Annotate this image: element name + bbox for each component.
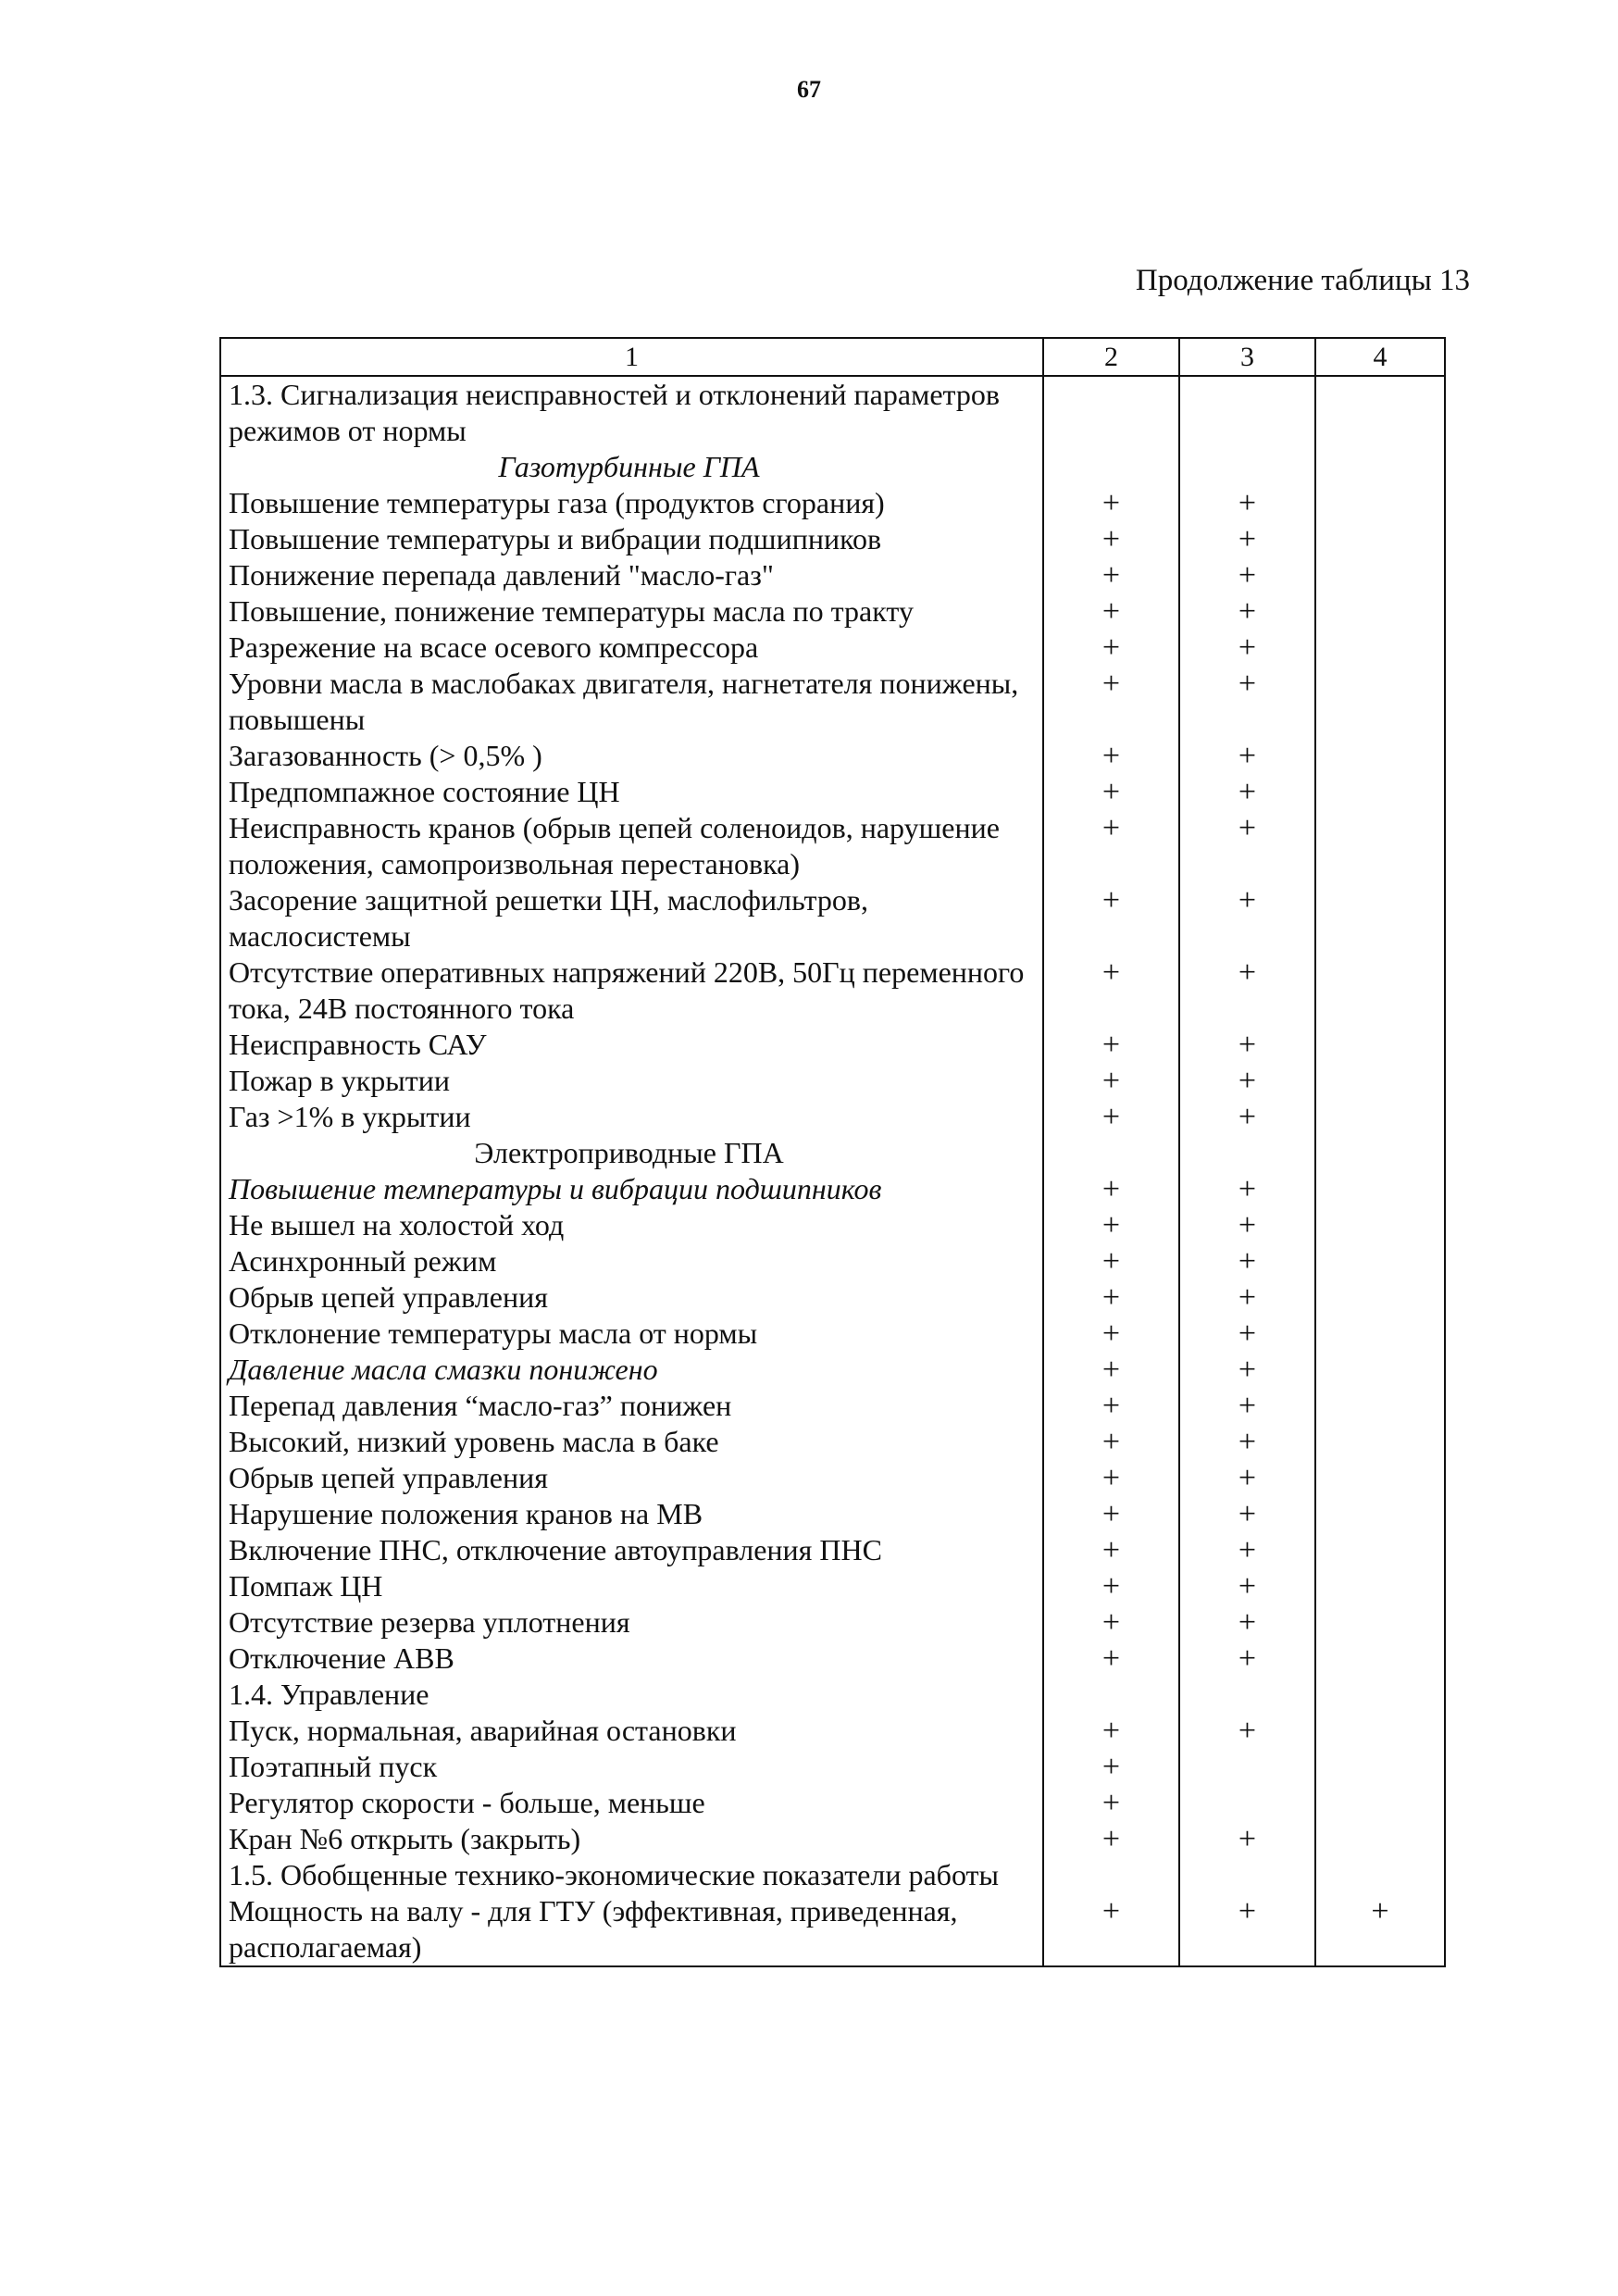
row-mark-col2: + <box>1043 485 1179 521</box>
row-mark-col3: + <box>1179 738 1315 774</box>
table-row <box>220 1424 1445 1460</box>
row-mark-col3: + <box>1179 1460 1315 1496</box>
row-mark-col3: + <box>1179 1352 1315 1388</box>
row-description: Засорение защитной решетки ЦН, маслофильтров, маслосистемы <box>220 882 1043 955</box>
row-mark-col4 <box>1315 1424 1445 1460</box>
row-description: 1.5. Обобщенные технико-экономические показатели работы <box>220 1857 1043 1893</box>
row-mark-col4 <box>1315 1641 1445 1677</box>
table-row <box>220 1460 1445 1496</box>
row-mark-col2: + <box>1043 1171 1179 1207</box>
table-row <box>220 1099 1445 1135</box>
row-mark-col3 <box>1179 449 1315 485</box>
row-mark-col2: + <box>1043 1388 1179 1424</box>
row-mark-col4 <box>1315 1063 1445 1099</box>
row-mark-col4 <box>1315 738 1445 774</box>
row-description: Пуск, нормальная, аварийная остановки <box>220 1713 1043 1749</box>
table-row <box>220 1713 1445 1749</box>
column-header-2: 2 <box>1043 338 1179 376</box>
row-description: Газотурбинные ГПА <box>220 449 1043 485</box>
row-mark-col3: + <box>1179 1641 1315 1677</box>
row-mark-col3: + <box>1179 557 1315 593</box>
table-row <box>220 1207 1445 1243</box>
row-mark-col2: + <box>1043 593 1179 630</box>
column-header-1: 1 <box>220 338 1043 376</box>
row-mark-col2: + <box>1043 1207 1179 1243</box>
row-mark-col4 <box>1315 1532 1445 1568</box>
row-mark-col2: + <box>1043 1713 1179 1749</box>
row-mark-col4 <box>1315 1749 1445 1785</box>
row-description: Мощность на валу - для ГТУ (эффективная, приведенная, располагаемая) <box>220 1893 1043 1966</box>
row-description: Пожар в укрытии <box>220 1063 1043 1099</box>
row-mark-col4 <box>1315 630 1445 666</box>
row-mark-col2: + <box>1043 882 1179 955</box>
table-row <box>220 1316 1445 1352</box>
row-description: Загазованность (> 0,5% ) <box>220 738 1043 774</box>
table-row <box>220 882 1445 955</box>
row-description: Повышение, понижение температуры масла по тракту <box>220 593 1043 630</box>
row-mark-col3: + <box>1179 882 1315 955</box>
table-row <box>220 1496 1445 1532</box>
column-header-3: 3 <box>1179 338 1315 376</box>
row-description: Неисправность кранов (обрыв цепей соленоидов, нарушение положения, самопроизвольная перестановка) <box>220 810 1043 882</box>
row-description: Отсутствие резерва уплотнения <box>220 1604 1043 1641</box>
row-mark-col2 <box>1043 1135 1179 1171</box>
row-mark-col3: + <box>1179 810 1315 882</box>
table-row <box>220 557 1445 593</box>
row-mark-col2: + <box>1043 1243 1179 1279</box>
table-row <box>220 1027 1445 1063</box>
row-mark-col3 <box>1179 1785 1315 1821</box>
row-mark-col3: + <box>1179 666 1315 738</box>
row-mark-col3: + <box>1179 1027 1315 1063</box>
row-mark-col2: + <box>1043 1821 1179 1857</box>
row-description: Кран №6 открыть (закрыть) <box>220 1821 1043 1857</box>
row-mark-col3 <box>1179 376 1315 449</box>
signal-table <box>219 337 1446 1967</box>
row-mark-col4 <box>1315 1279 1445 1316</box>
row-mark-col3 <box>1179 1857 1315 1893</box>
row-mark-col2: + <box>1043 521 1179 557</box>
row-mark-col4 <box>1315 1243 1445 1279</box>
row-mark-col3: + <box>1179 1424 1315 1460</box>
row-mark-col3: + <box>1179 1821 1315 1857</box>
row-mark-col3: + <box>1179 774 1315 810</box>
row-mark-col2 <box>1043 449 1179 485</box>
row-mark-col4 <box>1315 1352 1445 1388</box>
row-mark-col2: + <box>1043 955 1179 1027</box>
row-description: Асинхронный режим <box>220 1243 1043 1279</box>
row-mark-col3: + <box>1179 1243 1315 1279</box>
row-description: Разрежение на всасе осевого компрессора <box>220 630 1043 666</box>
table-row <box>220 810 1445 882</box>
row-mark-col2: + <box>1043 557 1179 593</box>
table-header <box>220 338 1445 376</box>
table-row <box>220 955 1445 1027</box>
row-mark-col3: + <box>1179 1532 1315 1568</box>
row-mark-col3: + <box>1179 1893 1315 1966</box>
row-mark-col3: + <box>1179 1279 1315 1316</box>
row-mark-col3: + <box>1179 1316 1315 1352</box>
row-mark-col2: + <box>1043 738 1179 774</box>
table-row <box>220 1641 1445 1677</box>
row-mark-col3 <box>1179 1677 1315 1713</box>
row-mark-col2: + <box>1043 774 1179 810</box>
row-description: Перепад давления “масло-газ” понижен <box>220 1388 1043 1424</box>
row-mark-col4 <box>1315 1821 1445 1857</box>
row-description: Повышение температуры и вибрации подшипников <box>220 1171 1043 1207</box>
row-mark-col4 <box>1315 1171 1445 1207</box>
table-row <box>220 1063 1445 1099</box>
row-description: Отсутствие оперативных напряжений 220В, 50Гц переменного тока, 24В постоянного тока <box>220 955 1043 1027</box>
row-mark-col2: + <box>1043 1099 1179 1135</box>
row-description: Повышение температуры и вибрации подшипников <box>220 521 1043 557</box>
row-mark-col3 <box>1179 1749 1315 1785</box>
row-mark-col4 <box>1315 1568 1445 1604</box>
table-row <box>220 1352 1445 1388</box>
row-mark-col4 <box>1315 774 1445 810</box>
row-mark-col2: + <box>1043 1352 1179 1388</box>
row-mark-col2: + <box>1043 1496 1179 1532</box>
table-row <box>220 1135 1445 1171</box>
row-description: Предпомпажное состояние ЦН <box>220 774 1043 810</box>
row-mark-col2: + <box>1043 1279 1179 1316</box>
table-row <box>220 666 1445 738</box>
table-row <box>220 774 1445 810</box>
table-row <box>220 1857 1445 1893</box>
row-mark-col2: + <box>1043 1027 1179 1063</box>
row-description: Давление масла смазки понижено <box>220 1352 1043 1388</box>
row-mark-col2: + <box>1043 1460 1179 1496</box>
table-row <box>220 1785 1445 1821</box>
table-continuation-caption: Продолжение таблицы 13 <box>1135 264 1470 297</box>
row-mark-col4 <box>1315 1099 1445 1135</box>
row-mark-col2: + <box>1043 666 1179 738</box>
row-mark-col2: + <box>1043 810 1179 882</box>
row-mark-col2: + <box>1043 1316 1179 1352</box>
row-mark-col4 <box>1315 1713 1445 1749</box>
row-mark-col4 <box>1315 955 1445 1027</box>
row-mark-col3: + <box>1179 955 1315 1027</box>
row-mark-col4 <box>1315 1785 1445 1821</box>
row-description: Обрыв цепей управления <box>220 1460 1043 1496</box>
row-description: 1.4. Управление <box>220 1677 1043 1713</box>
table-body <box>220 376 1445 1966</box>
row-description: 1.3. Сигнализация неисправностей и отклонений параметров режимов от нормы <box>220 376 1043 449</box>
row-mark-col3: + <box>1179 1207 1315 1243</box>
row-mark-col4 <box>1315 485 1445 521</box>
table-row <box>220 1279 1445 1316</box>
row-mark-col2: + <box>1043 1785 1179 1821</box>
row-mark-col3: + <box>1179 1171 1315 1207</box>
row-description: Уровни масла в маслобаках двигателя, нагнетателя понижены, повышены <box>220 666 1043 738</box>
row-mark-col4 <box>1315 557 1445 593</box>
row-mark-col2: + <box>1043 1532 1179 1568</box>
row-description: Регулятор скорости - больше, меньше <box>220 1785 1043 1821</box>
row-mark-col4 <box>1315 1135 1445 1171</box>
row-mark-col3: + <box>1179 1063 1315 1099</box>
row-description: Отключение АВВ <box>220 1641 1043 1677</box>
table-row <box>220 1388 1445 1424</box>
row-description: Газ >1% в укрытии <box>220 1099 1043 1135</box>
table-row <box>220 1532 1445 1568</box>
table-row <box>220 1821 1445 1857</box>
row-mark-col3: + <box>1179 593 1315 630</box>
row-mark-col3 <box>1179 1135 1315 1171</box>
row-mark-col2: + <box>1043 1424 1179 1460</box>
row-mark-col4 <box>1315 1496 1445 1532</box>
row-description: Высокий, низкий уровень масла в баке <box>220 1424 1043 1460</box>
row-mark-col4 <box>1315 449 1445 485</box>
table-row <box>220 738 1445 774</box>
row-mark-col4 <box>1315 1604 1445 1641</box>
row-mark-col4 <box>1315 810 1445 882</box>
row-description: Поэтапный пуск <box>220 1749 1043 1785</box>
row-mark-col2: + <box>1043 1641 1179 1677</box>
row-mark-col3: + <box>1179 1713 1315 1749</box>
table-row <box>220 1568 1445 1604</box>
row-mark-col2 <box>1043 376 1179 449</box>
table-row <box>220 449 1445 485</box>
table-row <box>220 1604 1445 1641</box>
row-mark-col2: + <box>1043 1063 1179 1099</box>
row-mark-col4 <box>1315 1027 1445 1063</box>
table-row <box>220 521 1445 557</box>
row-mark-col4 <box>1315 882 1445 955</box>
table-row <box>220 630 1445 666</box>
row-mark-col3: + <box>1179 1099 1315 1135</box>
table-row <box>220 593 1445 630</box>
row-description: Нарушение положения кранов на МВ <box>220 1496 1043 1532</box>
row-mark-col4 <box>1315 521 1445 557</box>
row-mark-col4 <box>1315 1677 1445 1713</box>
row-description: Отклонение температуры масла от нормы <box>220 1316 1043 1352</box>
table-row <box>220 485 1445 521</box>
row-mark-col2: + <box>1043 1604 1179 1641</box>
row-mark-col3: + <box>1179 485 1315 521</box>
table-row <box>220 1893 1445 1966</box>
row-mark-col4 <box>1315 1857 1445 1893</box>
table-row <box>220 1749 1445 1785</box>
row-description: Обрыв цепей управления <box>220 1279 1043 1316</box>
row-mark-col2: + <box>1043 1568 1179 1604</box>
table-row <box>220 376 1445 449</box>
header-row <box>220 338 1445 376</box>
row-description: Понижение перепада давлений "масло-газ" <box>220 557 1043 593</box>
row-mark-col3: + <box>1179 521 1315 557</box>
row-description: Неисправность САУ <box>220 1027 1043 1063</box>
row-mark-col4 <box>1315 1316 1445 1352</box>
row-mark-col3: + <box>1179 1388 1315 1424</box>
table-row <box>220 1171 1445 1207</box>
row-mark-col3: + <box>1179 1568 1315 1604</box>
column-header-4: 4 <box>1315 338 1445 376</box>
row-mark-col4 <box>1315 593 1445 630</box>
row-mark-col2: + <box>1043 1749 1179 1785</box>
row-mark-col2 <box>1043 1857 1179 1893</box>
table-row <box>220 1677 1445 1713</box>
row-mark-col4 <box>1315 666 1445 738</box>
row-description: Повышение температуры газа (продуктов сгорания) <box>220 485 1043 521</box>
row-mark-col4 <box>1315 1207 1445 1243</box>
row-mark-col2 <box>1043 1677 1179 1713</box>
row-mark-col4 <box>1315 1388 1445 1424</box>
row-mark-col3: + <box>1179 1604 1315 1641</box>
row-description: Электроприводные ГПА <box>220 1135 1043 1171</box>
row-mark-col2: + <box>1043 630 1179 666</box>
row-description: Не вышел на холостой ход <box>220 1207 1043 1243</box>
row-mark-col3: + <box>1179 630 1315 666</box>
row-mark-col3: + <box>1179 1496 1315 1532</box>
row-mark-col4 <box>1315 1460 1445 1496</box>
row-description: Включение ПНС, отключение автоуправления ПНС <box>220 1532 1043 1568</box>
table-row <box>220 1243 1445 1279</box>
row-mark-col2: + <box>1043 1893 1179 1966</box>
page-number: 67 <box>797 76 821 103</box>
row-mark-col4: + <box>1315 1893 1445 1966</box>
row-description: Помпаж ЦН <box>220 1568 1043 1604</box>
row-mark-col4 <box>1315 376 1445 449</box>
